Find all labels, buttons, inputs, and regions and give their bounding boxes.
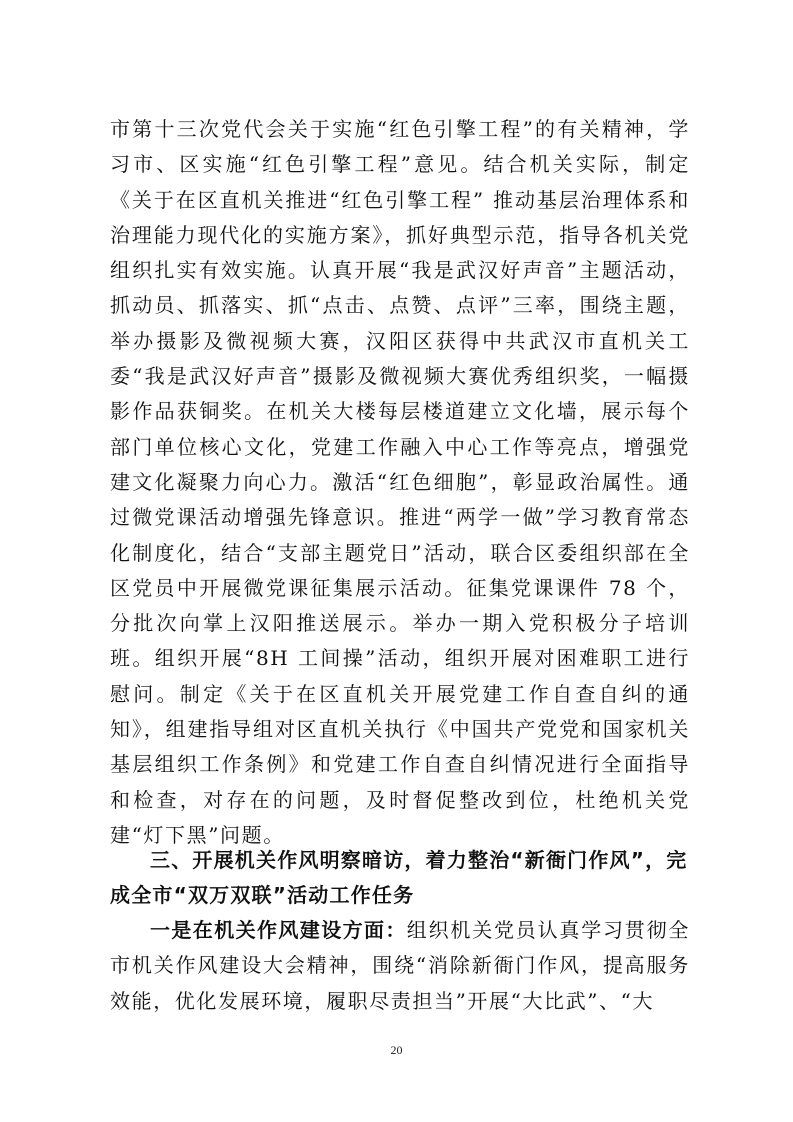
page-number: 20 [390,1043,403,1057]
paragraph-body: 组织机关党员认真学习贯彻全市机关作风建设大会精神，围绕“消除新衙门作风，提高服务效能，优化发展环境，履职尽责担当”开展“大比武”、“大 [110,918,690,1013]
body-paragraph [110,913,690,1019]
body-paragraph-continued: 市第十三次党代会关于实施“红色引擎工程”的有关精神，学习市、区实施“红色引擎工程”意见。结合机关实际，制定《关于在区直机关推进“红色引擎工程” 推动基层治理体系和治理能力现代化的实施方案》，抓好典型示范，指导各机关党组织扎实有效实施。认真开展“我是武汉好声音”主题活动，抓动员、抓落实、抓“点击、点赞、点评”三率，围绕主题，举办摄影及微视频大赛，汉阳区获得中共武汉市直机关工委“我是武汉好声音”摄影及微视频大赛优秀组织奖，一幅摄影作品获铜奖。在机关大楼每层楼道建立文化墙，展示每个部门单位核心文化，党建工作融入中心工作等亮点，增强党建文化凝聚力向心力。激活“红色细胞”，彰显政治属性。通过微党课活动增强先锋意识。推进“两学一做”学习教育常态化制度化，结合“支部主题党日”活动，联合区委组织部在全区党员中开展微党课征集展示活动。征集党课课件 78 个，分批次向掌上汉阳推送展示。举办一期入党积极分子培训班。组织开展“8H 工间操”活动，组织开展对困难职工进行慰问。制定《关于在区直机关开展党建工作自查自纠的通知》，组建指导组对区直机关执行《中国共产党党和国家机关基层组织工作条例》和党建工作自查自纠情况进行全面指导和检查，对存在的问题，及时督促整改到位，杜绝机关党建“灯下黑”问题。 [110,117,690,847]
paragraph-lead: 一是在机关作风建设方面： [150,918,407,942]
section-heading: 三、开展机关作风明察暗访，着力整治“新衙门作风”，完成全市“双万双联”活动工作任务 [110,848,688,908]
